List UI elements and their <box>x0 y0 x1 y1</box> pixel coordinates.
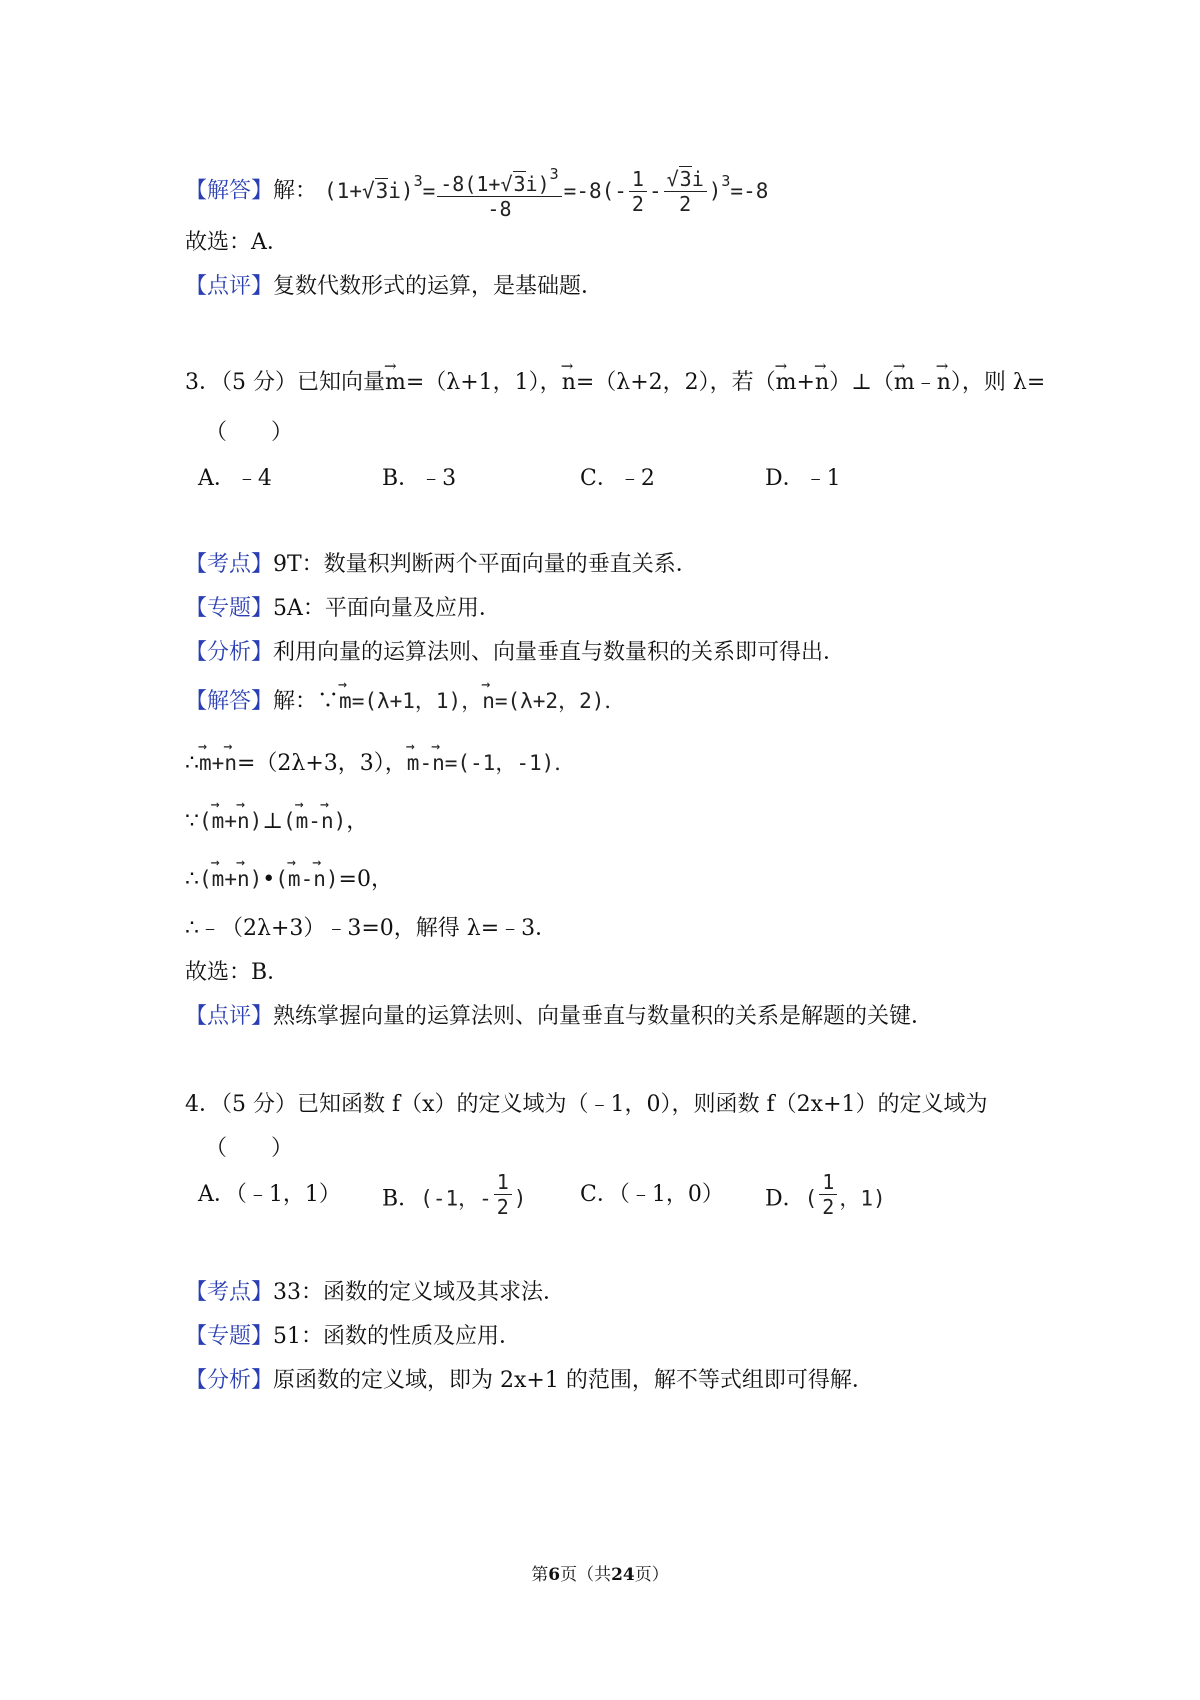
step2-perp: ⊥ <box>262 809 283 834</box>
vec-m: → m <box>212 806 225 836</box>
vec-n: → n <box>562 368 576 398</box>
vec-n: → n <box>237 806 250 836</box>
q3-kaodian-line <box>185 550 698 580</box>
q4-fenxi-line <box>185 1366 874 1396</box>
q3-stem-b: =（λ+1，1）， <box>405 370 562 395</box>
prev-dianping-line <box>185 272 603 302</box>
vec-m: → m <box>776 368 797 398</box>
dianping-text: 熟练掌握向量的运算法则、向量垂直与数量积的关系是解题的关键． <box>273 1004 934 1029</box>
q3-stem-d: + <box>796 370 815 395</box>
fenxi-text: 原函数的定义域，即为 2x+1 的范围，解不等式组即可得解． <box>273 1368 874 1393</box>
jieda-n: =(λ+2，2)． <box>494 689 626 713</box>
q3-jieda-line <box>185 686 625 717</box>
q3-stem-e: ）⊥（ <box>829 370 894 395</box>
q3-fenxi-line <box>185 638 845 668</box>
vec-n: → n <box>224 748 237 778</box>
jieda-tag: 【解答】 <box>185 178 274 204</box>
q3-stem-g: ），则 λ= <box>950 370 1046 395</box>
jieda-tag: 【解答】 <box>185 689 274 714</box>
kaodian-tag: 【考点】 <box>185 552 274 577</box>
footer-page-number: 6 <box>548 1565 561 1585</box>
vec-m: → m <box>339 686 352 716</box>
zhuanti-tag: 【专题】 <box>185 1324 274 1349</box>
q4-option-b: B．(-1，- $\frac{1}{2}$ ) <box>382 1170 527 1219</box>
q3-paren: （ ） <box>205 420 294 445</box>
dianping-text: 复数代数形式的运算，是基础题． <box>273 274 604 299</box>
jieda-m: =(λ+1，1)， <box>351 689 483 713</box>
step1-sum: =（2λ+3，3）， <box>236 751 407 776</box>
q3-option-d: D．﹣1 <box>765 466 841 491</box>
q3-dianping-line <box>185 1002 933 1032</box>
kaodian-tag: 【考点】 <box>185 1280 274 1305</box>
step3-dot: • <box>262 867 276 892</box>
zhuanti-tag: 【专题】 <box>185 596 274 621</box>
q3-stem-a: 3．（5 分）已知向量 <box>185 370 385 395</box>
q3-option-b: B．﹣3 <box>382 466 457 491</box>
q3-option-a: A．﹣4 <box>198 466 272 491</box>
step1-diff: =(-1，-1)． <box>444 751 576 775</box>
fenxi-tag: 【分析】 <box>185 640 274 665</box>
vec-m: → m <box>407 748 420 778</box>
q3-guxuan: 故选：B． <box>185 960 290 985</box>
vec-m: → m <box>199 748 212 778</box>
q3-step1: ∴→ m+→ n=（2λ+3，3），→ m-→ n=(-1，-1)． <box>185 748 575 779</box>
vec-m: → m <box>894 368 915 398</box>
vec-n: → n <box>937 368 951 398</box>
prev-guxuan: 故选：A． <box>185 230 289 255</box>
q4-zhuanti-line <box>185 1322 521 1352</box>
q3-stem-c: =（λ+2，2），若（ <box>575 370 776 395</box>
q3-zhuanti-line <box>185 594 501 624</box>
kaodian-text: 9T：数量积判断两个平面向量的垂直关系． <box>273 552 698 577</box>
page-footer <box>0 1560 1200 1585</box>
vec-n: → n <box>321 806 334 836</box>
q4-option-d: D．( $\frac{1}{2}$ ，1) <box>765 1170 886 1219</box>
q3-option-c: C．﹣2 <box>580 466 655 491</box>
fenxi-tag: 【分析】 <box>185 1368 274 1393</box>
zhuanti-text: 51：函数的性质及应用． <box>273 1324 522 1349</box>
q3-stem-f: ﹣ <box>914 370 937 395</box>
vec-n: → n <box>815 368 829 398</box>
kaodian-text: 33：函数的定义域及其求法． <box>273 1280 566 1305</box>
q4-paren: （ ） <box>205 1136 294 1161</box>
vec-m: → m <box>296 806 309 836</box>
q4-stem: 4．（5 分）已知函数 f（x）的定义域为（﹣1，0），则函数 f（2x+1）的定义域为 <box>185 1092 988 1117</box>
q4-option-a: A．（﹣1，1） <box>198 1182 341 1207</box>
footer-mid: 页（共 <box>560 1565 612 1585</box>
fenxi-text: 利用向量的运算法则、向量垂直与数量积的关系即可得出． <box>273 640 846 665</box>
q3-step4: ∴﹣（2λ+3）﹣3=0，解得 λ=﹣3． <box>185 916 558 941</box>
dianping-tag: 【点评】 <box>185 274 274 299</box>
formula-complex: $(1+√3i)^3=$ $\frac{-8(1+√3i)^3}{-8}$ =-8(- $\frac{1}{2}$ - $\frac{√3i}{2}$ )$^3$=-8 <box>324 179 768 203</box>
footer-suffix: 页） <box>634 1565 669 1585</box>
q3-step2: ∵(→ m+→ n)⊥(→ m-→ n)， <box>185 806 368 837</box>
step1-therefore: ∴ <box>185 751 199 776</box>
vec-n: → n <box>482 686 495 716</box>
jieda-lead: 解：∵ <box>273 689 340 714</box>
vec-m: → m <box>385 368 406 398</box>
q4-kaodian-line <box>185 1278 565 1308</box>
vec-n: → n <box>432 748 445 778</box>
q3-stem <box>185 368 1045 398</box>
step3-therefore: ∴ <box>185 867 199 892</box>
prev-jieda-line <box>185 162 768 221</box>
jieda-lead: 解： <box>273 178 318 204</box>
vec-m: → m <box>212 864 225 894</box>
vec-n: → n <box>237 864 250 894</box>
zhuanti-text: 5A：平面向量及应用． <box>273 596 501 621</box>
vec-m: → m <box>288 864 301 894</box>
step2-because: ∵ <box>185 809 199 834</box>
footer-prefix: 第 <box>531 1565 549 1585</box>
dianping-tag: 【点评】 <box>185 1004 274 1029</box>
q3-step3: ∴(→ m+→ n)•(→ m-→ n)=0， <box>185 864 393 895</box>
step3-eq: =0， <box>338 867 393 892</box>
step2-comma: ， <box>346 809 369 834</box>
footer-page-total: 24 <box>611 1565 635 1585</box>
vec-n: → n <box>313 864 326 894</box>
q4-option-c: C．（﹣1，0） <box>580 1182 724 1207</box>
